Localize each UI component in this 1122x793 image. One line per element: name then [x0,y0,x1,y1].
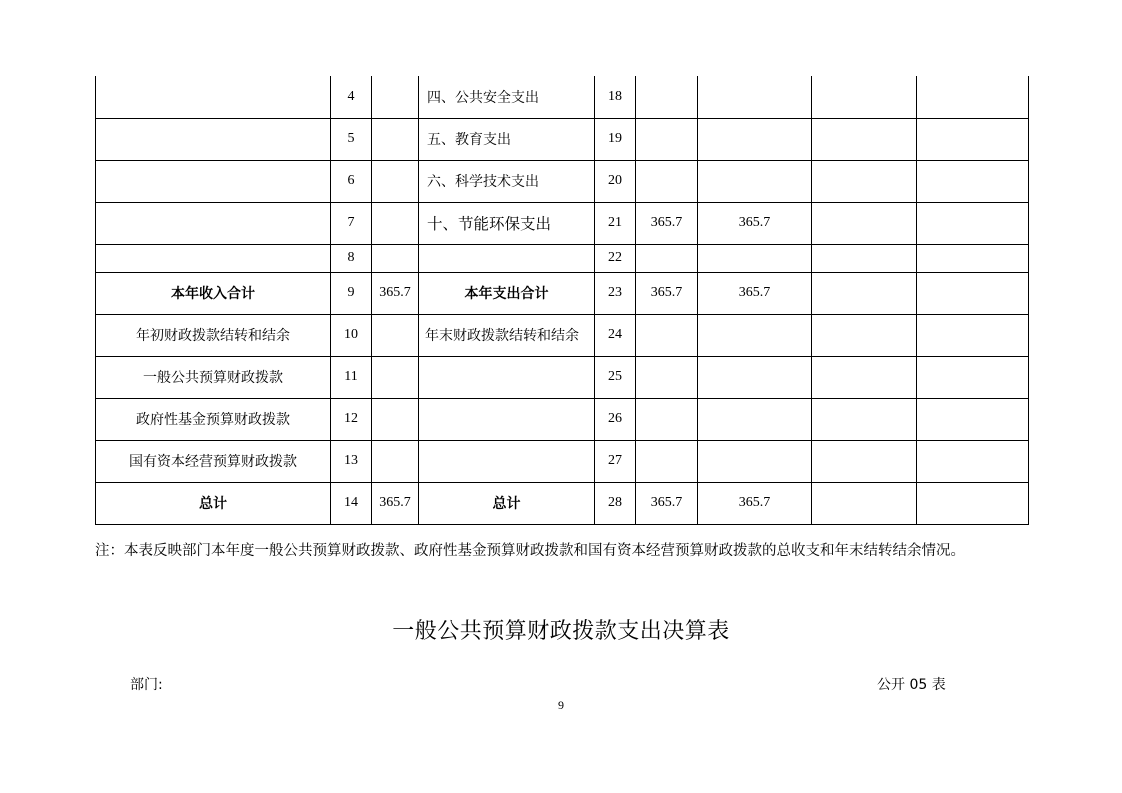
line-number-cell: 27 [595,440,636,482]
expense-project-cell [812,118,917,160]
expense-other-cell [917,118,1029,160]
expense-basic-cell [698,160,812,202]
income-amount-cell [372,440,419,482]
line-number-cell: 13 [331,440,372,482]
table-row [96,356,1029,398]
expense-project-cell [812,398,917,440]
line-number-cell: 11 [331,356,372,398]
table-row [96,244,1029,272]
form-number-label: 公开 05 表 [877,677,946,693]
expense-item-cell: 五、教育支出 [419,118,595,160]
line-number-cell: 25 [595,356,636,398]
table-row [96,160,1029,202]
line-number-cell: 12 [331,398,372,440]
expense-other-cell [917,76,1029,118]
table-row [96,440,1029,482]
income-amount-cell [372,356,419,398]
line-number-cell: 6 [331,160,372,202]
expense-basic-cell [698,314,812,356]
expense-item-cell: 十、节能环保支出 [419,202,595,244]
expense-project-cell [812,314,917,356]
expense-project-cell [812,202,917,244]
expense-project-cell [812,244,917,272]
expense-basic-cell: 365.7 [698,202,812,244]
income-amount-cell [372,160,419,202]
expense-project-cell [812,272,917,314]
line-number-cell: 18 [595,76,636,118]
table-row [96,398,1029,440]
expense-total-cell: 365.7 [636,482,698,524]
income-amount-cell [372,398,419,440]
expense-project-cell [812,160,917,202]
expense-total-cell [636,356,698,398]
expense-basic-cell [698,244,812,272]
expense-item-cell: 四、公共安全支出 [419,76,595,118]
table-row [96,314,1029,356]
line-number-cell: 28 [595,482,636,524]
income-item-cell: 国有资本经营预算财政拨款 [96,440,331,482]
expense-basic-cell: 365.7 [698,272,812,314]
expense-other-cell [917,440,1029,482]
expense-total-cell [636,440,698,482]
line-number-cell: 8 [331,244,372,272]
expense-item-cell: 六、科学技术支出 [419,160,595,202]
expense-item-cell [419,440,595,482]
income-item-cell: 一般公共预算财政拨款 [96,356,331,398]
income-item-cell [96,76,331,118]
table-row [96,202,1029,244]
table-row [96,76,1029,118]
line-number-cell: 10 [331,314,372,356]
table-row [96,118,1029,160]
expense-total-cell [636,398,698,440]
expense-other-cell [917,314,1029,356]
income-amount-cell [372,202,419,244]
table-row [96,272,1029,314]
expense-total-cell [636,244,698,272]
income-amount-cell [372,118,419,160]
income-amount-cell: 365.7 [372,272,419,314]
department-label: 部门: [130,677,163,693]
expense-other-cell [917,398,1029,440]
fiscal-allocation-table [95,76,1029,525]
expense-item-cell [419,356,595,398]
income-amount-cell [372,76,419,118]
income-item-cell: 本年收入合计 [96,272,331,314]
expense-project-cell [812,76,917,118]
line-number-cell: 24 [595,314,636,356]
line-number-cell: 4 [331,76,372,118]
expense-item-cell: 本年支出合计 [419,272,595,314]
income-item-cell [96,202,331,244]
table-row [96,482,1029,524]
line-number-cell: 26 [595,398,636,440]
expense-basic-cell [698,76,812,118]
income-amount-cell: 365.7 [372,482,419,524]
income-item-cell [96,160,331,202]
expense-basic-cell: 365.7 [698,482,812,524]
expense-total-cell [636,314,698,356]
line-number-cell: 9 [331,272,372,314]
expense-total-cell [636,76,698,118]
line-number-cell: 14 [331,482,372,524]
expense-total-cell [636,160,698,202]
line-number-cell: 22 [595,244,636,272]
expense-other-cell [917,356,1029,398]
income-item-cell [96,244,331,272]
next-table-title: 一般公共预算财政拨款支出决算表 [392,619,730,644]
expense-other-cell [917,244,1029,272]
line-number-cell: 7 [331,202,372,244]
expense-item-cell: 年末财政拨款结转和结余 [419,314,595,356]
expense-total-cell: 365.7 [636,202,698,244]
income-item-cell [96,118,331,160]
line-number-cell: 23 [595,272,636,314]
expense-total-cell: 365.7 [636,272,698,314]
income-item-cell: 政府性基金预算财政拨款 [96,398,331,440]
table-footnote: 注：本表反映部门本年度一般公共预算财政拨款、政府性基金预算财政拨款和国有资本经营预算财政拨款的总收支和年末结转结余情况。 [95,543,965,559]
line-number-cell: 5 [331,118,372,160]
expense-project-cell [812,482,917,524]
expense-item-cell [419,244,595,272]
income-amount-cell [372,314,419,356]
expense-basic-cell [698,118,812,160]
line-number-cell: 20 [595,160,636,202]
expense-other-cell [917,482,1029,524]
expense-basic-cell [698,356,812,398]
line-number-cell: 19 [595,118,636,160]
expense-project-cell [812,440,917,482]
expense-other-cell [917,160,1029,202]
line-number-cell: 21 [595,202,636,244]
expense-other-cell [917,202,1029,244]
page-number: 9 [558,698,564,712]
income-item-cell: 年初财政拨款结转和结余 [96,314,331,356]
expense-total-cell [636,118,698,160]
income-amount-cell [372,244,419,272]
expense-project-cell [812,356,917,398]
expense-basic-cell [698,398,812,440]
expense-basic-cell [698,440,812,482]
expense-item-cell [419,398,595,440]
expense-item-cell: 总计 [419,482,595,524]
income-item-cell: 总计 [96,482,331,524]
expense-other-cell [917,272,1029,314]
